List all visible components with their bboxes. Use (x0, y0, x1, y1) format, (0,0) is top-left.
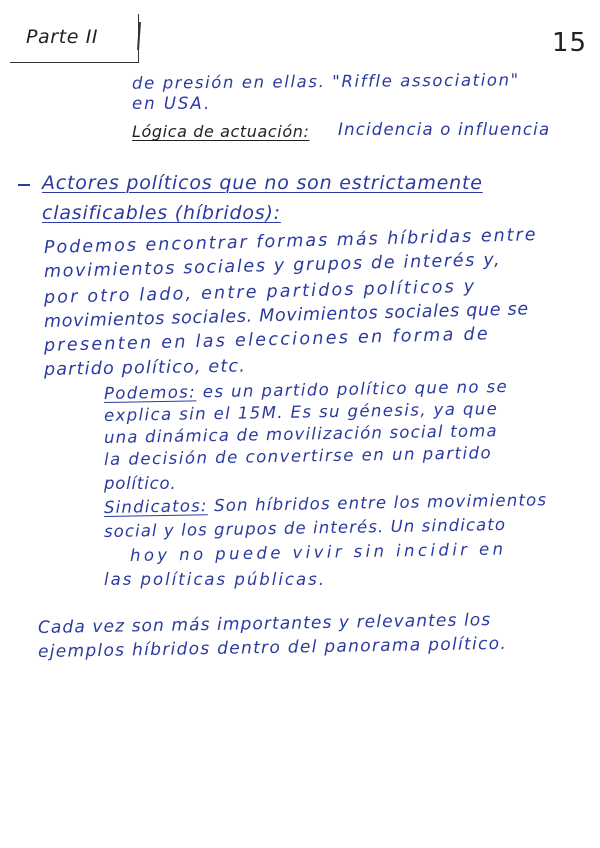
text-line: Podemos encontrar formas más híbridas entre (43, 225, 538, 258)
text-line: movimientos sociales y grupos de interés y, (43, 250, 502, 282)
logic-text: Incidencia o influencia (338, 120, 551, 139)
text-line: la decisión de convertirse en un partido (103, 443, 493, 469)
section-title: Actores políticos que no son estrictamente (42, 172, 483, 194)
sindicatos-first-line (104, 492, 547, 516)
section-title: clasificables (híbridos): (42, 202, 281, 224)
podemos-first-line (103, 376, 509, 403)
page-number: 15 (552, 28, 588, 58)
text-line: movimientos sociales. Movimientos sociales que se (43, 299, 530, 332)
text-fragment: Son híbridos entre los movimientos (207, 490, 548, 516)
text-line: hoy no puede vivir sin incidir en (129, 539, 507, 565)
text-line: partido político, etc. (43, 356, 247, 380)
logic-label: Lógica de actuación: (132, 122, 310, 141)
section-label: Parte II (26, 26, 99, 48)
text-line: social y los grupos de interés. Un sindicato (103, 514, 507, 541)
text-line: presenten en las elecciones en forma de (43, 324, 491, 356)
text-line: ejemplos híbridos dentro del panorama político. (37, 633, 508, 662)
text-line: político. (104, 474, 177, 493)
text-line: explica sin el 15M. Es su génesis, ya que (103, 399, 499, 425)
text-line: las políticas públicas. (104, 570, 326, 589)
text-line: de presión en ellas. "Riffle association" (131, 70, 520, 93)
text-line: en USA. (132, 94, 212, 113)
podemos-label: Podemos: (103, 382, 197, 403)
text-line: una dinámica de movilización social toma (103, 421, 498, 447)
text-line: Cada vez son más importantes y relevantes los (37, 610, 492, 638)
text-line: por otro lado, entre partidos políticos y (43, 276, 477, 308)
text-fragment: es un partido político que no se (196, 376, 509, 402)
bullet-dash (18, 184, 30, 186)
sindicatos-label: Sindicatos: (103, 496, 208, 517)
